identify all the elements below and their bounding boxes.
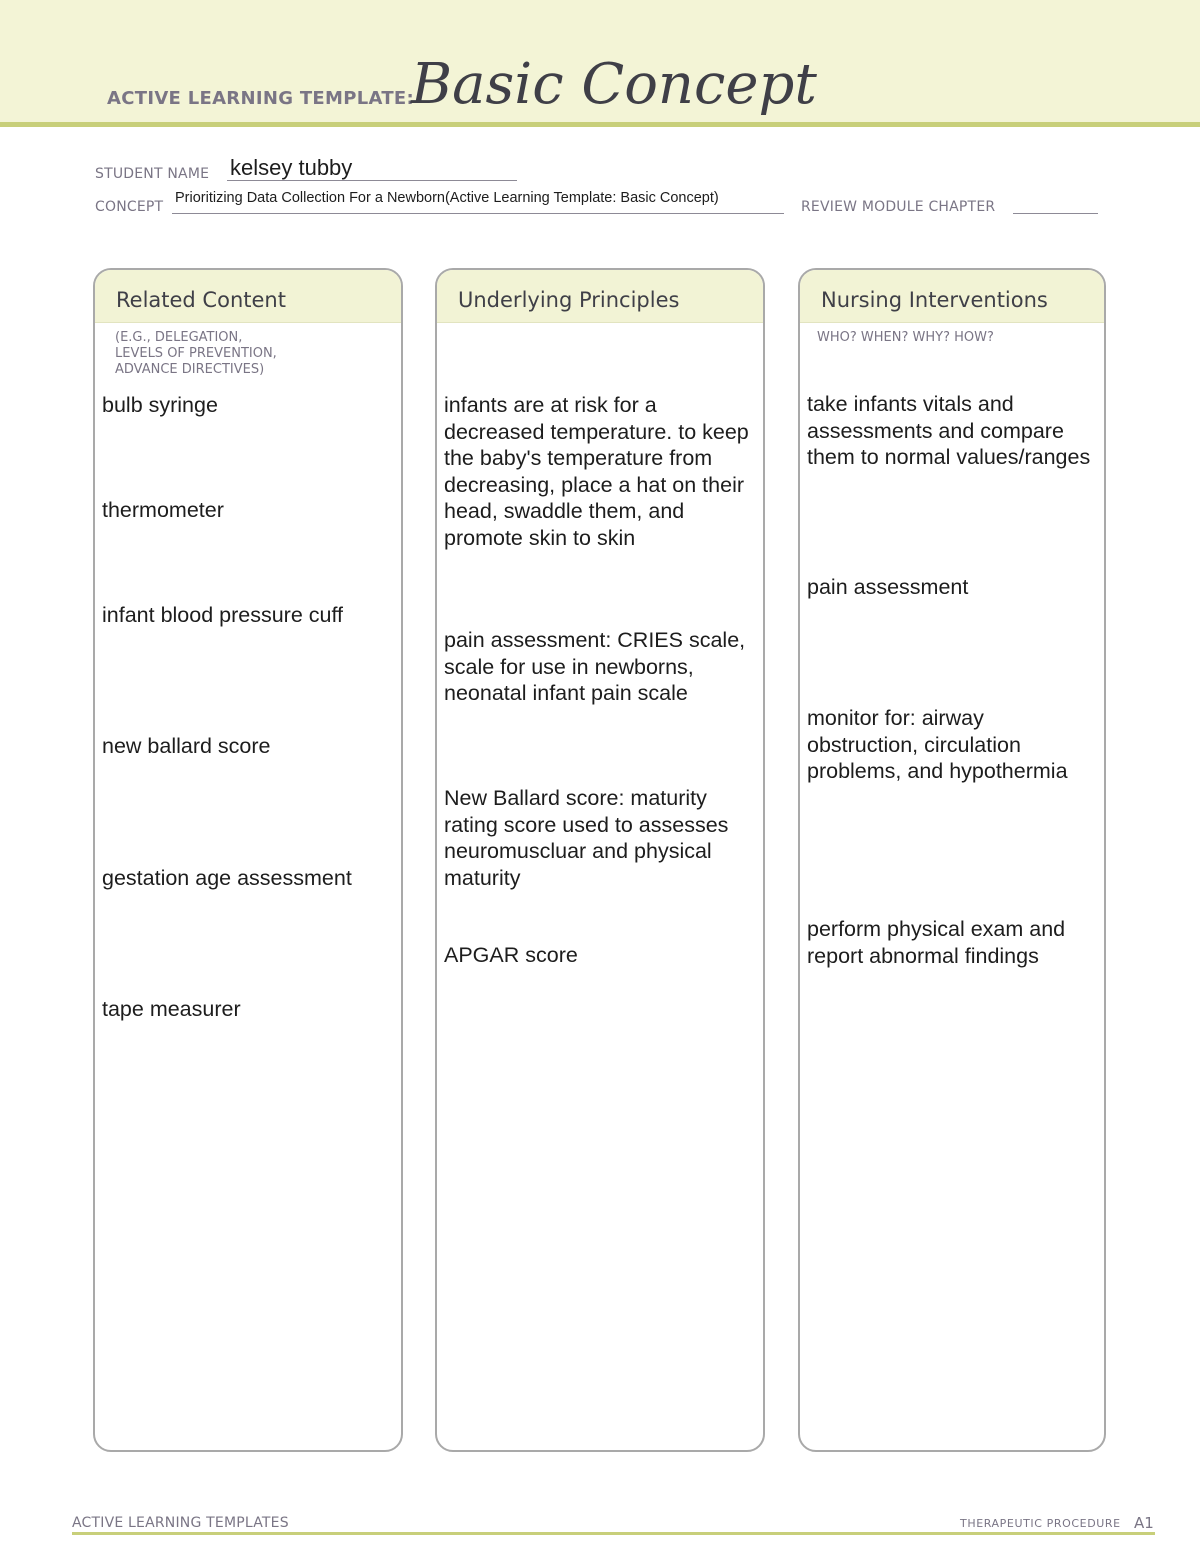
footer-page-number: A1 xyxy=(1134,1514,1154,1532)
header-rule xyxy=(0,122,1200,127)
related-content-header xyxy=(95,270,401,323)
student-name-value[interactable]: kelsey tubby xyxy=(230,155,353,180)
interventions-entry[interactable]: monitor for: airway obstruction, circulation problems, and hypothermia xyxy=(807,706,1068,783)
related-content-panel xyxy=(93,268,403,1452)
related-entry[interactable]: tape measurer xyxy=(102,997,241,1021)
footer-rule xyxy=(72,1532,1155,1535)
interventions-entry[interactable]: pain assessment xyxy=(807,575,969,599)
underlying-principles-title: Underlying Principles xyxy=(458,288,680,312)
principles-entry[interactable]: infants are at risk for a decreased temperature. to keep the baby's temperature from decreasing, place a hat on their head, swaddle them, and promote skin to skin xyxy=(444,393,749,550)
nursing-interventions-panel xyxy=(798,268,1106,1452)
review-module-label: REVIEW MODULE CHAPTER xyxy=(801,199,996,215)
principles-entry[interactable]: New Ballard score: maturity rating score used to assesses neuromuscluar and physical maturity xyxy=(444,786,729,890)
nursing-interventions-title: Nursing Interventions xyxy=(821,288,1048,312)
concept-label: CONCEPT xyxy=(95,199,164,215)
related-entry[interactable]: infant blood pressure cuff xyxy=(102,603,344,627)
review-module-underline[interactable] xyxy=(1013,213,1098,214)
student-name-label: STUDENT NAME xyxy=(95,166,210,182)
interventions-entry[interactable]: take infants vitals and assessments and compare them to normal values/ranges xyxy=(807,392,1091,469)
related-content-title: Related Content xyxy=(116,288,286,312)
related-entry[interactable]: thermometer xyxy=(102,498,224,522)
principles-entry[interactable]: pain assessment: CRIES scale, scale for use in newborns, neonatal infant pain scale xyxy=(444,628,746,705)
underlying-principles-panel xyxy=(435,268,765,1452)
related-content-subtitle: (E.G., DELEGATION, LEVELS OF PREVENTION, ADVANCE DIRECTIVES) xyxy=(115,330,277,377)
principles-entry[interactable]: APGAR score xyxy=(444,943,578,967)
related-entry[interactable]: new ballard score xyxy=(102,734,271,758)
concept-underline xyxy=(172,213,784,214)
footer-left-label: ACTIVE LEARNING TEMPLATES xyxy=(72,1515,289,1531)
concept-value[interactable]: Prioritizing Data Collection For a Newborn(Active Learning Template: Basic Concept) xyxy=(175,190,719,206)
interventions-entry[interactable]: perform physical exam and report abnormal findings xyxy=(807,917,1066,968)
underlying-principles-header xyxy=(437,270,763,323)
related-entry[interactable]: bulb syringe xyxy=(102,393,218,417)
template-title: Basic Concept xyxy=(411,52,817,117)
template-label: ACTIVE LEARNING TEMPLATE: xyxy=(107,88,414,109)
related-entry[interactable]: gestation age assessment xyxy=(102,866,352,890)
nursing-interventions-header xyxy=(800,270,1104,323)
footer-right-label: THERAPEUTIC PROCEDURE xyxy=(960,1517,1121,1530)
nursing-interventions-subtitle: WHO? WHEN? WHY? HOW? xyxy=(817,330,994,345)
